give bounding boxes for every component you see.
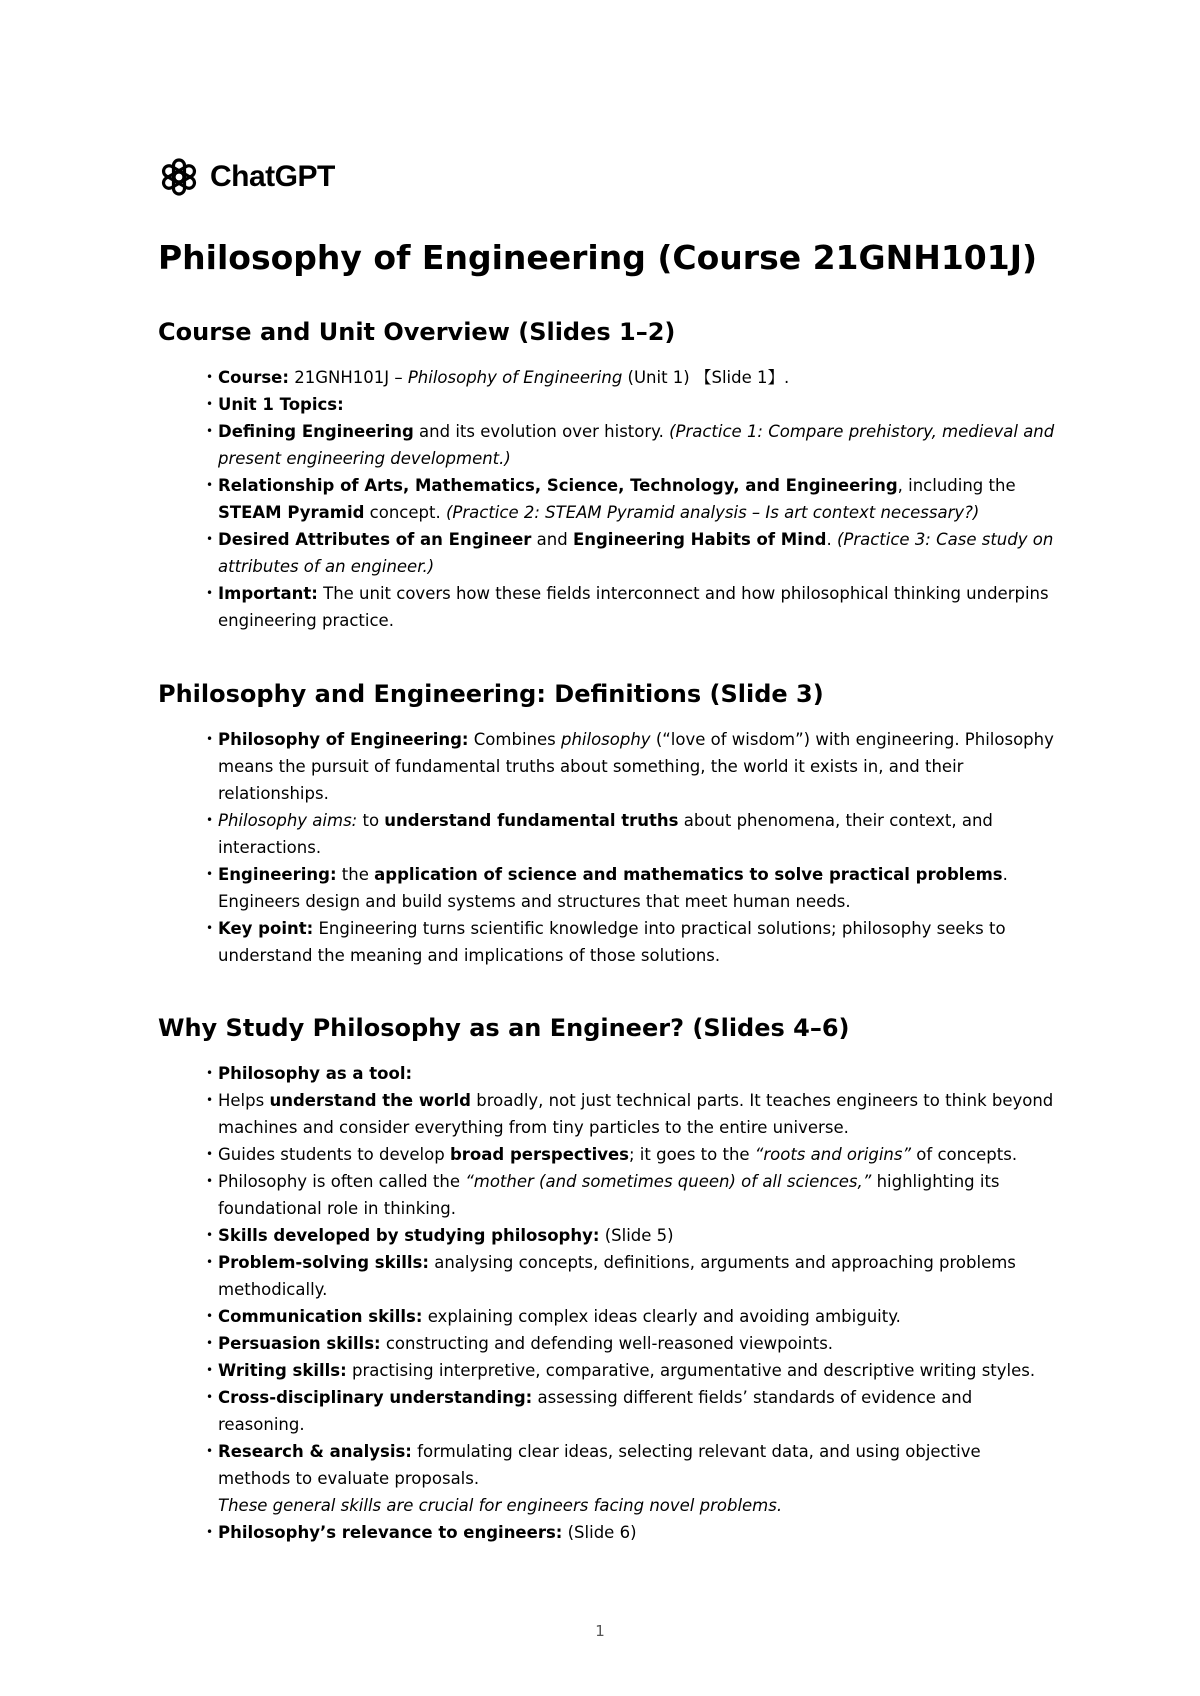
bold-text: Research & analysis: <box>218 1442 412 1461</box>
italic-text: (Practice 1: Compare prehistory, medieval and present engineering development.) <box>218 422 1055 468</box>
openai-knot-icon <box>158 156 200 198</box>
bold-text: Defining Engineering <box>218 422 414 441</box>
list-item <box>206 1438 1058 1519</box>
list-item <box>206 915 1058 969</box>
bold-text: Problem-solving skills: <box>218 1253 429 1272</box>
bullet-icon: • <box>206 732 214 746</box>
page-number: 1 <box>595 1622 605 1640</box>
text-run: to <box>357 811 385 830</box>
list-item <box>206 391 1058 418</box>
bold-text: Unit 1 Topics: <box>218 395 344 414</box>
bold-text: Course: <box>218 368 289 387</box>
text-run: broadly, not just technical parts. It teaches engineers to think beyond machines and consider everything from tiny particles to the entire universe. <box>218 1091 1054 1137</box>
text-run: Combines <box>468 730 561 749</box>
text-run: The unit covers how these fields interconnect and how philosophical thinking underpins engineering practice. <box>218 584 1049 630</box>
bold-text: Skills developed by studying philosophy: <box>218 1226 600 1245</box>
text-run: formulating clear ideas, selecting relevant data, and using objective methods to evaluate proposals. <box>218 1442 981 1488</box>
text-run: concept. <box>364 503 446 522</box>
text-run: (Slide 5) <box>599 1226 674 1245</box>
text-run: about phenomena, their context, and interactions. <box>218 811 993 857</box>
bullet-icon: • <box>206 1390 214 1404</box>
text-run: of concepts. <box>911 1145 1018 1164</box>
list-item <box>206 1330 1058 1357</box>
section-course-overview <box>158 316 1058 634</box>
text-run: (Slide 6) <box>562 1523 637 1542</box>
bullet-icon: • <box>206 1255 214 1269</box>
list-item <box>206 472 1058 526</box>
bullet-icon: • <box>206 1363 214 1377</box>
italic-text: Philosophy aims: <box>218 811 358 830</box>
bullet-icon: • <box>206 921 214 935</box>
list-item <box>206 580 1058 634</box>
bold-text: Persuasion skills: <box>218 1334 381 1353</box>
text-run: (Unit 1) 【Slide 1】. <box>622 368 790 387</box>
text-run: Engineering turns scientific knowledge into practical solutions; philosophy seeks to understand the meaning and implications of those solutions. <box>218 919 1006 965</box>
list-item <box>206 1087 1058 1141</box>
bullet-icon: • <box>206 1336 214 1350</box>
bullet-icon: • <box>206 1228 214 1242</box>
text-run: 21GNH101J – <box>288 368 408 387</box>
bold-text: broad perspectives <box>449 1145 629 1164</box>
bullet-icon: • <box>206 1147 214 1161</box>
list-item <box>206 1060 1058 1087</box>
text-run: Guides students to develop <box>218 1145 450 1164</box>
text-run: . Engineers design and build systems and structures that meet human needs. <box>218 865 1008 911</box>
list-item <box>206 1141 1058 1168</box>
note-text: These general skills are crucial for engineers facing novel problems. <box>218 1496 783 1515</box>
bullet-icon: • <box>206 1309 214 1323</box>
document-title: Philosophy of Engineering (Course 21GNH101J) <box>158 238 1038 277</box>
list-item <box>206 1168 1058 1222</box>
text-run: Helps <box>218 1091 270 1110</box>
bold-text: Key point: <box>218 919 314 938</box>
section-definitions <box>158 678 1058 969</box>
bold-text: Desired Attributes of an Engineer <box>218 530 532 549</box>
bold-text: Engineering Habits of Mind <box>572 530 827 549</box>
bold-text: Engineering: <box>218 865 337 884</box>
text-run: explaining complex ideas clearly and avoiding ambiguity. <box>422 1307 901 1326</box>
list-item <box>206 726 1058 807</box>
bold-text: Philosophy’s relevance to engineers: <box>218 1523 563 1542</box>
bold-text: understand fundamental truths <box>384 811 679 830</box>
bullet-icon: • <box>206 424 214 438</box>
section-heading: Philosophy and Engineering: Definitions (Slide 3) <box>158 680 824 708</box>
list-item <box>206 526 1058 580</box>
bold-text: STEAM Pyramid <box>218 503 365 522</box>
text-run: . <box>826 530 837 549</box>
text-run: and <box>531 530 573 549</box>
bullet-icon: • <box>206 1066 214 1080</box>
bullet-icon: • <box>206 586 214 600</box>
section-heading: Why Study Philosophy as an Engineer? (Slides 4–6) <box>158 1014 850 1042</box>
bullet-icon: • <box>206 1444 214 1458</box>
section-heading: Course and Unit Overview (Slides 1–2) <box>158 318 676 346</box>
bold-text: Important: <box>218 584 318 603</box>
bullet-icon: • <box>206 478 214 492</box>
text-run: , including the <box>897 476 1016 495</box>
text-run: and its evolution over history. <box>413 422 670 441</box>
list-item <box>206 1384 1058 1438</box>
bold-text: Cross-disciplinary understanding: <box>218 1388 533 1407</box>
bold-text: Writing skills: <box>218 1361 347 1380</box>
list-item <box>206 861 1058 915</box>
bullet-icon: • <box>206 532 214 546</box>
text-run: assessing different fields’ standards of evidence and reasoning. <box>218 1388 973 1434</box>
list-item <box>206 1357 1058 1384</box>
list-item <box>206 1303 1058 1330</box>
bullet-icon: • <box>206 370 214 384</box>
bullet-icon: • <box>206 867 214 881</box>
italic-text: (Practice 2: STEAM Pyramid analysis – Is art context necessary?) <box>445 503 980 522</box>
list-item <box>206 364 1058 391</box>
text-run: (“love of wisdom”) with engineering. Philosophy means the pursuit of fundamental truths about something, the world it exists in, and their relationships. <box>218 730 1054 803</box>
bold-text: application of science and mathematics to solve practical problems <box>374 865 1003 884</box>
text-run: practising interpretive, comparative, argumentative and descriptive writing styles. <box>346 1361 1036 1380</box>
list-item <box>206 1519 1058 1546</box>
italic-text: “roots and origins” <box>754 1145 912 1164</box>
section-why-study <box>158 1012 1058 1546</box>
list-item <box>206 1249 1058 1303</box>
bold-text: understand the world <box>269 1091 471 1110</box>
text-run: Philosophy is often called the <box>218 1172 466 1191</box>
bullet-list <box>158 726 1058 969</box>
brand-header <box>158 156 335 198</box>
text-run: highlighting its foundational role in thinking. <box>218 1172 1000 1218</box>
brand-name: ChatGPT <box>210 160 335 193</box>
text-run: the <box>336 865 375 884</box>
bullet-icon: • <box>206 1093 214 1107</box>
list-item <box>206 807 1058 861</box>
bullet-icon: • <box>206 1525 214 1539</box>
text-run: ; it goes to the <box>629 1145 755 1164</box>
text-run: analysing concepts, definitions, arguments and approaching problems methodically. <box>218 1253 1016 1299</box>
list-item <box>206 418 1058 472</box>
bullet-icon: • <box>206 1174 214 1188</box>
text-run: constructing and defending well-reasoned viewpoints. <box>380 1334 834 1353</box>
bold-text: Communication skills: <box>218 1307 423 1326</box>
italic-text: (Practice 3: Case study on attributes of an engineer.) <box>218 530 1054 576</box>
italic-text: “mother (and sometimes queen) of all sciences,” <box>465 1172 872 1191</box>
italic-text: philosophy <box>560 730 651 749</box>
bullet-list <box>158 1060 1058 1546</box>
bullet-list <box>158 364 1058 634</box>
bold-text: Relationship of Arts, Mathematics, Science, Technology, and Engineering <box>218 476 898 495</box>
list-item <box>206 1222 1058 1249</box>
bullet-icon: • <box>206 397 214 411</box>
bullet-icon: • <box>206 813 214 827</box>
bold-text: Philosophy as a tool: <box>218 1064 413 1083</box>
italic-text: Philosophy of Engineering <box>407 368 623 387</box>
bold-text: Philosophy of Engineering: <box>218 730 469 749</box>
